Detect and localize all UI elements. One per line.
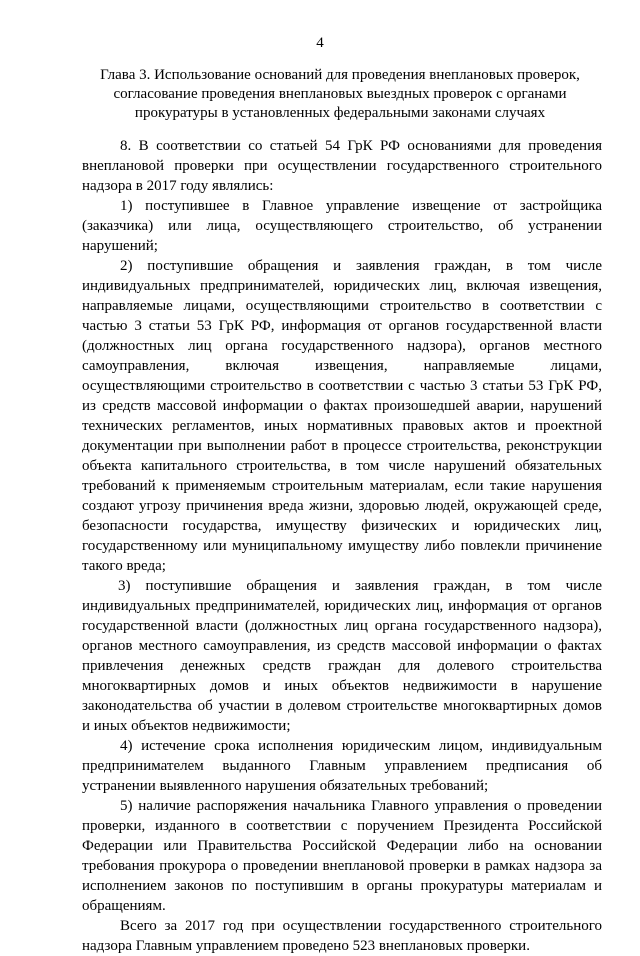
- text-line: индивидуальных предпринимателей, юридических лиц, информация от органов: [82, 598, 602, 614]
- list-item-2: [82, 256, 602, 576]
- text-line: требования прокурора о проведении внеплановой проверки в рамках надзора за: [82, 858, 602, 874]
- text-line: 4) истечение срока исполнения юридическим лицом, индивидуальным: [120, 738, 602, 754]
- text-line: надзора в 2017 году являлись:: [82, 178, 274, 194]
- text-line: Федерации или Правительства Российской Федерации либо на основании: [82, 838, 602, 854]
- text-line: государственному или муниципальному имуществу либо повлекли причинение: [82, 538, 602, 554]
- text-line: такого вреда;: [82, 558, 166, 574]
- text-line: исполнением законов по поступившим в органы прокуратуры материалам и: [82, 878, 602, 894]
- text-line: безопасности государства, имуществу физических и юридических лиц,: [82, 518, 602, 534]
- list-item-1: [82, 196, 602, 256]
- text-line: нарушений;: [82, 238, 158, 254]
- list-item-4: [82, 736, 602, 796]
- text-line: органов местного самоуправления, из средств массовой информации о фактах: [82, 638, 602, 654]
- text-line: предпринимателем выданного Главным управлением предписания об: [82, 758, 602, 774]
- text-line: государственной власти (должностных лиц органа государственного надзора),: [82, 618, 602, 634]
- text-line: требований к применяемым строительным материалам, если такие нарушения: [82, 478, 602, 494]
- text-line: осуществляющими строительство в соответствии с частью 3 статьи 53 ГрК РФ,: [82, 378, 602, 394]
- chapter-title-line: Глава 3. Использование оснований для проведения внеплановых проверок,: [100, 67, 580, 83]
- text-line: (должностных лиц органа государственного надзора), органов местного: [82, 338, 602, 354]
- text-line: многоквартирных домов и иных объектов недвижимости в нарушение: [82, 678, 602, 694]
- text-line: внеплановой проверки при осуществлении государственного строительного: [82, 158, 602, 174]
- text-line: устранении выявленного нарушения обязательных требований;: [82, 778, 489, 794]
- text-line: из средств массовой информации о фактах произошедшей аварии, нарушений: [82, 398, 602, 414]
- text-line: создают угрозу причинения вреда жизни, здоровью людей, окружающей среде,: [82, 498, 602, 514]
- text-line: самоуправления, включая извещения, направляемые лицами,: [82, 358, 602, 374]
- text-line: законодательства об участии в долевом строительстве многоквартирных домов: [82, 698, 602, 714]
- text-line: технических регламентов, иных нормативных правовых актов и проектной: [82, 418, 602, 434]
- list-item-3: [82, 576, 602, 736]
- text-line: объекта капитального строительства, в том числе нарушений обязательных: [82, 458, 602, 474]
- list-item-5: [82, 796, 602, 916]
- text-line: 5) наличие распоряжения начальника Главного управления о проведении: [120, 798, 602, 814]
- text-line: частью 3 статьи 53 ГрК РФ, информация от органов государственной власти: [82, 318, 602, 334]
- text-line: надзора Главным управлением проведено 523 внеплановых проверки.: [82, 938, 530, 954]
- text-line: 3) поступившие обращения и заявления граждан, в том числе: [118, 578, 602, 594]
- text-line: привлечения денежных средств граждан для долевого строительства: [82, 658, 602, 674]
- text-line: Всего за 2017 год при осуществлении государственного строительного: [120, 918, 602, 934]
- text-line: 2) поступившие обращения и заявления граждан, в том числе: [120, 258, 602, 274]
- text-line: проверки, изданного в соответствии с поручением Президента Российской: [82, 818, 602, 834]
- text-line: и иных объектов недвижимости;: [82, 718, 291, 734]
- text-line: (заказчика) или лица, осуществляющего строительство, об устранении: [82, 218, 602, 234]
- text-line: 1) поступившее в Главное управление извещение от застройщика: [120, 198, 602, 214]
- chapter-title: [70, 66, 610, 123]
- chapter-title-line: согласование проведения внеплановых выездных проверок с органами: [113, 86, 567, 102]
- text-line: направляемые лицами, осуществляющими строительство в соответствии с: [82, 298, 602, 314]
- summary-paragraph: [82, 916, 602, 956]
- body-text: [82, 136, 602, 956]
- text-line: документации при выполнении работ в процессе строительства, реконструкции: [82, 438, 602, 454]
- page-number: 4: [316, 35, 324, 51]
- text-line: 8. В соответствии со статьей 54 ГрК РФ основаниями для проведения: [120, 138, 602, 154]
- text-line: обращениям.: [82, 898, 166, 914]
- chapter-title-line: прокуратуры в установленных федеральными законами случаях: [134, 105, 546, 121]
- paragraph-intro: [82, 136, 602, 196]
- text-line: индивидуальных предпринимателей, юридических лиц, включая извещения,: [82, 278, 602, 294]
